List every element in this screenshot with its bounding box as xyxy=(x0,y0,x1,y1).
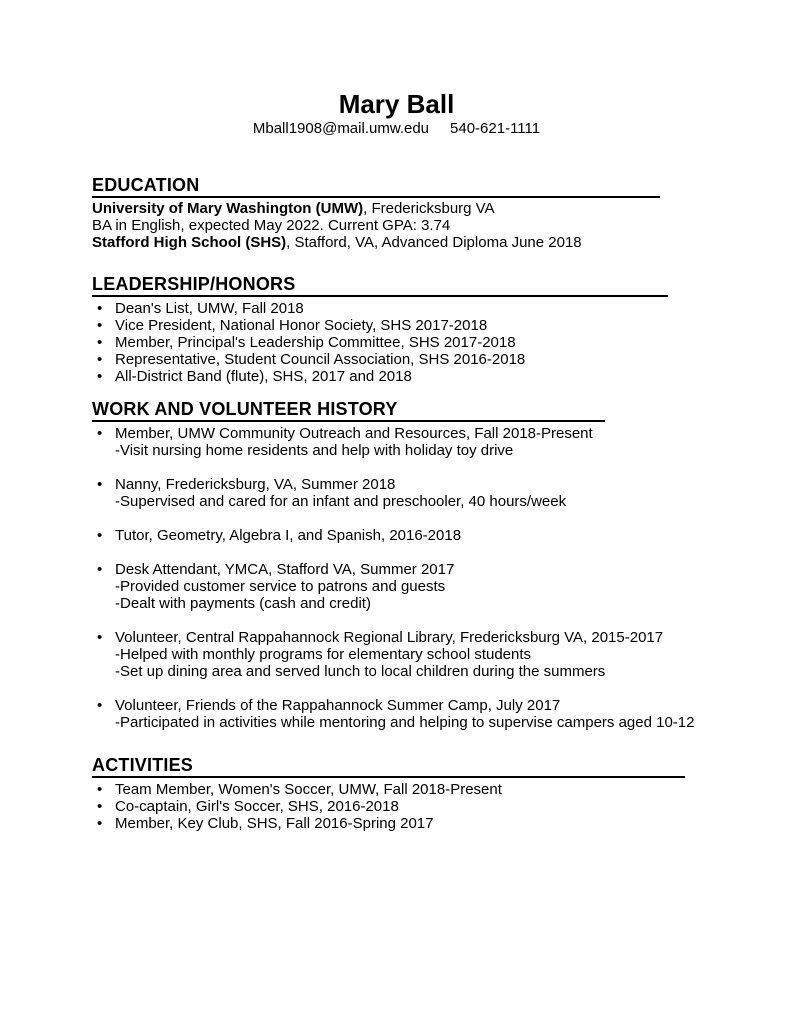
work-detail: -Visit nursing home residents and help with holiday toy drive xyxy=(115,442,514,459)
leadership-list xyxy=(92,300,701,385)
email-text: Mball1908@mail.umw.edu xyxy=(252,120,430,137)
work-detail: -Supervised and cared for an infant and preschooler, 40 hours/week xyxy=(115,493,567,510)
list-item: • Vice President, National Honor Society, SHS 2017-2018 xyxy=(92,317,701,334)
list-item: • Representative, Student Council Association, SHS 2016-2018 xyxy=(92,351,701,368)
list-item: • Co-captain, Girl's Soccer, SHS, 2016-2018 xyxy=(92,798,701,815)
work-role: Desk Attendant, YMCA, Stafford VA, Summer 2017 xyxy=(115,561,455,578)
college-degree: BA in English, expected May 2022. Current GPA: 3.74 xyxy=(92,217,451,234)
section-title-work: WORK AND VOLUNTEER HISTORY xyxy=(92,399,605,422)
highschool-line xyxy=(92,234,701,251)
section-title-education: EDUCATION xyxy=(92,175,660,198)
list-item: • Team Member, Women's Soccer, UMW, Fall 2018-Present xyxy=(92,781,701,798)
list-item xyxy=(92,629,701,680)
work-detail: -Dealt with payments (cash and credit) xyxy=(115,595,371,612)
work-role: Volunteer, Central Rappahannock Regional Library, Fredericksburg VA, 2015-2017 xyxy=(115,629,664,646)
college-name: University of Mary Washington (UMW) xyxy=(92,200,364,217)
work-role: Volunteer, Friends of the Rappahannock Summer Camp, July 2017 xyxy=(115,697,561,714)
section-education xyxy=(92,175,701,251)
work-detail: -Helped with monthly programs for elementary school students xyxy=(115,646,532,663)
activities-list xyxy=(92,781,701,832)
college-line xyxy=(92,200,701,217)
list-item xyxy=(92,425,701,459)
section-work-volunteer-history xyxy=(92,399,701,731)
list-item: • All-District Band (flute), SHS, 2017 and 2018 xyxy=(92,368,701,385)
work-detail: -Set up dining area and served lunch to local children during the summers xyxy=(115,663,606,680)
list-item: • Member, Key Club, SHS, Fall 2016-Spring 2017 xyxy=(92,815,701,832)
contact-line xyxy=(92,120,701,137)
work-list xyxy=(92,425,701,731)
work-role: Member, UMW Community Outreach and Resources, Fall 2018-Present xyxy=(115,425,593,442)
section-activities xyxy=(92,755,701,832)
phone-number: 540-621-1111 xyxy=(450,120,541,137)
work-role: Tutor, Geometry, Algebra I, and Spanish, 2016-2018 xyxy=(115,527,462,544)
list-item xyxy=(92,697,701,731)
work-detail: -Participated in activities while mentoring and helping to supervise campers aged 10-12 xyxy=(115,714,695,731)
resume-header xyxy=(92,90,701,137)
work-detail: -Provided customer service to patrons and guests xyxy=(115,578,446,595)
person-name: Mary Ball xyxy=(338,89,455,119)
list-item: • Member, Principal's Leadership Committee, SHS 2017-2018 xyxy=(92,334,701,351)
work-role: Nanny, Fredericksburg, VA, Summer 2018 xyxy=(115,476,396,493)
section-title-activities: ACTIVITIES xyxy=(92,755,685,778)
list-item xyxy=(92,476,701,510)
highschool-location: , Stafford, VA, Advanced Diploma June 2018 xyxy=(286,234,582,251)
highschool-name: Stafford High School (SHS) xyxy=(92,234,287,251)
section-title-leadership: LEADERSHIP/HONORS xyxy=(92,274,668,297)
list-item: • Dean's List, UMW, Fall 2018 xyxy=(92,300,701,317)
list-item xyxy=(92,561,701,612)
section-leadership-honors xyxy=(92,274,701,385)
college-location: , Fredericksburg VA xyxy=(363,200,495,217)
list-item xyxy=(92,527,701,544)
